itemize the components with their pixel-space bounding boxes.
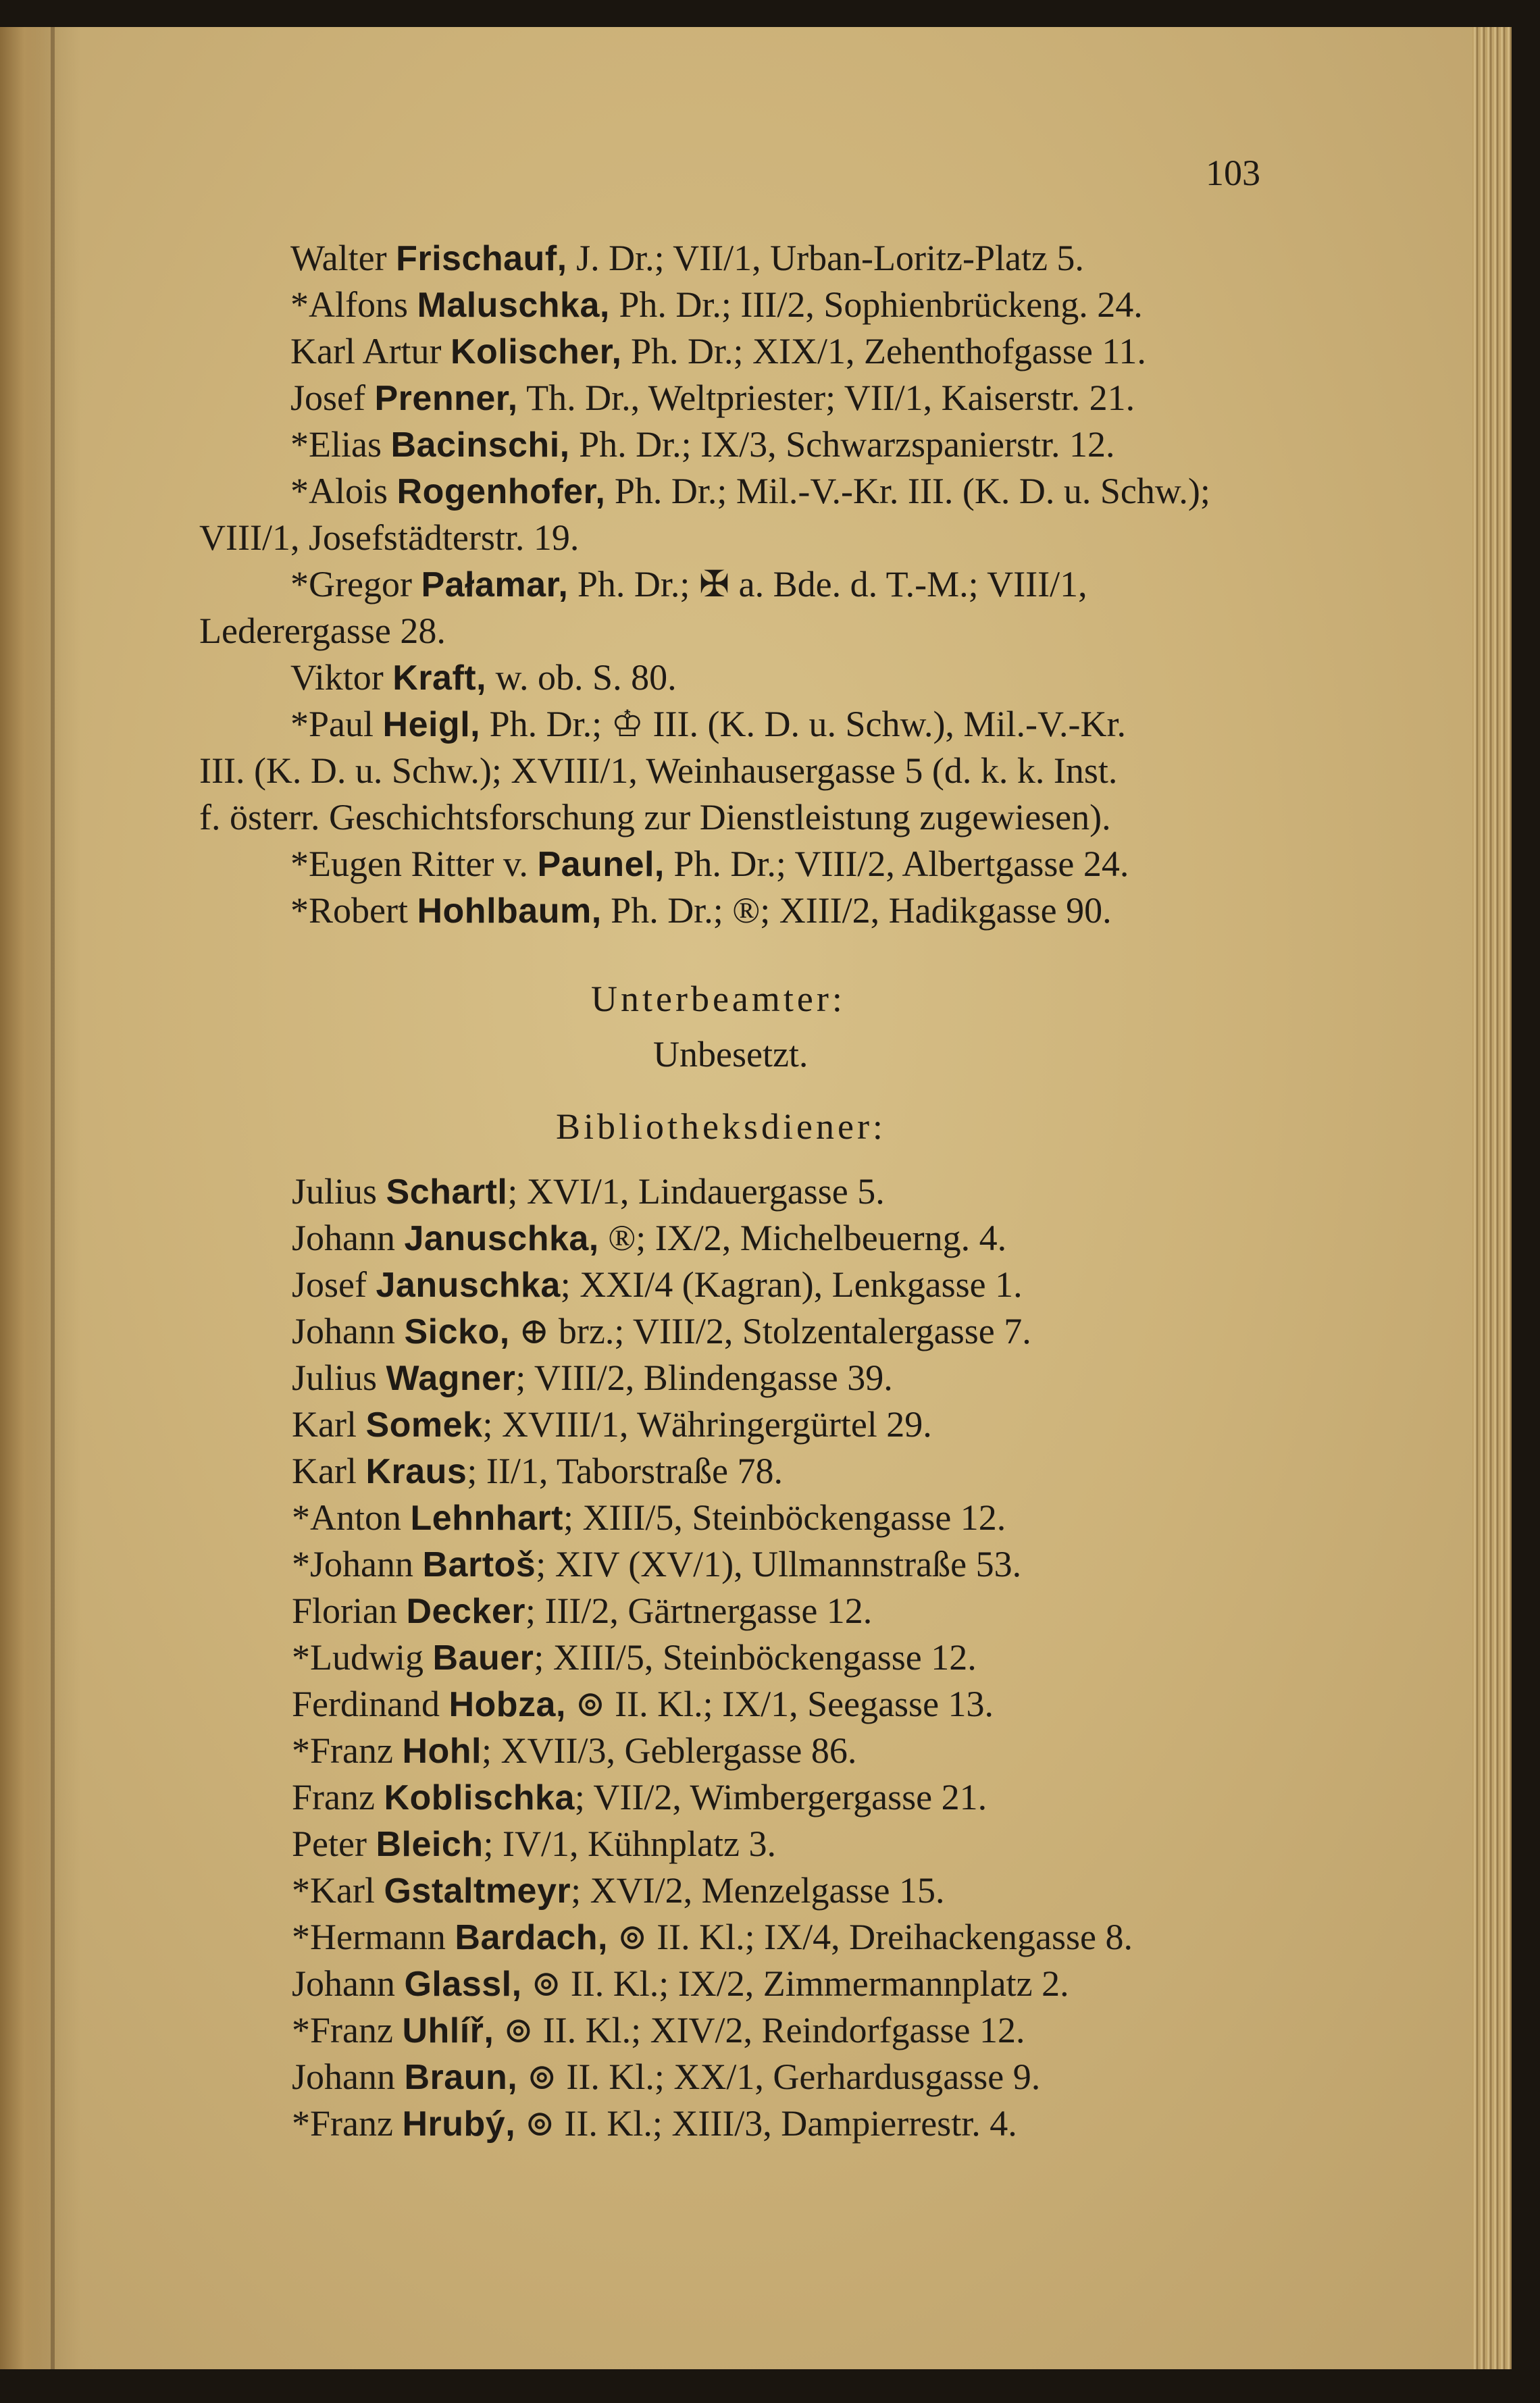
entry-surname: Bauer bbox=[432, 1638, 534, 1678]
entry-prefix: *Eugen Ritter v. bbox=[290, 844, 538, 884]
entry-surname: Pałamar, bbox=[421, 565, 569, 604]
entry-line bbox=[292, 1220, 1006, 1256]
entry-prefix: Viktor bbox=[290, 657, 393, 698]
entry-line bbox=[292, 1965, 1069, 2002]
entry-continuation bbox=[199, 613, 446, 649]
entry-line bbox=[292, 1546, 1021, 1582]
entry-prefix: Johann bbox=[292, 1963, 405, 2004]
entry-prefix: Walter bbox=[290, 238, 396, 278]
entry-surname: Januschka, bbox=[404, 1219, 599, 1258]
entry-details: ⊚ II. Kl.; XIV/2, Reindorfgasse 12. bbox=[494, 2010, 1025, 2050]
entry-surname: Kraft, bbox=[392, 658, 487, 698]
entry-surname: Bardach, bbox=[455, 1918, 608, 1957]
entry-surname: Rogenhofer, bbox=[396, 472, 606, 511]
entry-prefix: Karl bbox=[292, 1451, 366, 1491]
entry-surname: Bleich bbox=[376, 1825, 484, 1864]
entry-surname: Januschka bbox=[376, 1266, 561, 1305]
entry-surname: Hohl bbox=[402, 1732, 482, 1771]
entry-surname: Maluschka, bbox=[417, 286, 610, 325]
entry-surname: Paunel, bbox=[537, 845, 665, 884]
entry-line bbox=[290, 846, 1129, 882]
entry-surname: Kolischer, bbox=[450, 332, 622, 371]
entry-line bbox=[290, 426, 1114, 463]
entry-prefix: VIII/1, Josefstädterstr. 19. bbox=[199, 517, 580, 558]
scan-border-top bbox=[0, 0, 1540, 27]
entry-details: ; XVIII/1, Währingergürtel 29. bbox=[482, 1404, 932, 1445]
entry-prefix: Peter bbox=[292, 1824, 376, 1864]
entry-prefix: *Alfons bbox=[290, 284, 417, 325]
entry-prefix: Franz bbox=[292, 1777, 384, 1817]
entry-details: Th. Dr., Weltpriester; VII/1, Kaiserstr. 21. bbox=[517, 378, 1135, 418]
entry-line bbox=[292, 1499, 1006, 1536]
entry-details: J. Dr.; VII/1, Urban-Loritz-Platz 5. bbox=[567, 238, 1084, 278]
entry-details: ; III/2, Gärtnergasse 12. bbox=[525, 1591, 873, 1631]
entry-line bbox=[292, 1686, 994, 1722]
entry-details: ; VIII/2, Blindengasse 39. bbox=[515, 1358, 893, 1398]
entry-surname: Sicko, bbox=[404, 1312, 510, 1351]
entry-line bbox=[292, 2059, 1040, 2095]
entry-prefix: Lederergasse 28. bbox=[199, 611, 446, 651]
entry-details: Ph. Dr.; Mil.-V.-Kr. III. (K. D. u. Schw.); bbox=[605, 471, 1210, 511]
entry-surname: Somek bbox=[365, 1405, 483, 1445]
entry-line bbox=[292, 1406, 932, 1443]
entry-line bbox=[290, 706, 1126, 742]
entry-details: ; XIII/5, Steinböckengasse 12. bbox=[534, 1637, 977, 1678]
entry-line bbox=[290, 286, 1143, 323]
entry-line bbox=[290, 566, 1087, 602]
entry-surname: Bartoš bbox=[422, 1545, 536, 1584]
scan-border-bottom bbox=[0, 2369, 1540, 2403]
entry-line bbox=[292, 1453, 783, 1489]
entry-prefix: Julius bbox=[292, 1171, 386, 1212]
entry-continuation bbox=[199, 799, 1111, 835]
entry-prefix: *Alois bbox=[290, 471, 397, 511]
entry-surname: Frischauf, bbox=[396, 239, 567, 278]
entry-line bbox=[292, 1872, 945, 1909]
entry-surname: Prenner, bbox=[374, 379, 518, 418]
entry-details: Ph. Dr.; ®; XIII/2, Hadikgasse 90. bbox=[601, 890, 1112, 931]
entry-prefix: *Franz bbox=[292, 2103, 403, 2144]
entry-prefix: *Franz bbox=[292, 2010, 403, 2050]
entry-line bbox=[290, 240, 1084, 276]
entry-surname: Glassl, bbox=[404, 1965, 522, 2004]
entry-details: ; II/1, Taborstraße 78. bbox=[467, 1451, 783, 1491]
entry-details: Ph. Dr.; III/2, Sophienbrückeng. 24. bbox=[609, 284, 1143, 325]
entry-details: ; XIV (XV/1), Ullmannstraße 53. bbox=[536, 1544, 1022, 1584]
unbesetzt-note: Unbesetzt. bbox=[653, 1034, 808, 1075]
entry-surname: Schartl bbox=[386, 1172, 508, 1212]
entry-details: Ph. Dr.; ♔ III. (K. D. u. Schw.), Mil.-V.-Kr. bbox=[480, 704, 1126, 744]
entry-prefix: *Karl bbox=[292, 1870, 384, 1911]
section-heading-unterbeamter: Unterbeamter: bbox=[591, 979, 846, 1019]
entry-prefix: Ferdinand bbox=[292, 1684, 449, 1724]
entry-prefix: f. österr. Geschichtsforschung zur Dienstleistung zugewiesen). bbox=[199, 797, 1111, 837]
entry-details: ; IV/1, Kühnplatz 3. bbox=[483, 1824, 776, 1864]
page-stack-edges bbox=[1472, 27, 1512, 2369]
entry-surname: Lehnhart bbox=[410, 1499, 563, 1538]
entry-prefix: Karl bbox=[292, 1404, 366, 1445]
entry-details: ⊚ II. Kl.; IX/4, Dreihackengasse 8. bbox=[607, 1917, 1133, 1957]
scan-border-right bbox=[1512, 0, 1540, 2403]
entry-line bbox=[292, 1639, 977, 1676]
entry-line bbox=[292, 1593, 872, 1629]
entry-prefix: *Robert bbox=[290, 890, 417, 931]
entry-details: ⊚ II. Kl.; IX/1, Seegasse 13. bbox=[565, 1684, 994, 1724]
entry-line bbox=[292, 1313, 1031, 1349]
entry-surname: Koblischka bbox=[384, 1778, 575, 1817]
entry-surname: Heigl, bbox=[382, 705, 481, 744]
entry-line bbox=[292, 1779, 987, 1815]
entry-surname: Braun, bbox=[404, 2058, 518, 2097]
entry-line bbox=[292, 1173, 885, 1210]
entry-line bbox=[292, 1732, 856, 1769]
entry-surname: Kraus bbox=[365, 1452, 467, 1491]
entry-line bbox=[292, 1826, 776, 1862]
entry-details: ⊚ II. Kl.; XIII/3, Dampierrestr. 4. bbox=[515, 2103, 1017, 2144]
entry-details: ®; IX/2, Michelbeuerng. 4. bbox=[598, 1218, 1007, 1258]
entry-prefix: Julius bbox=[292, 1358, 386, 1398]
entry-details: ; VII/2, Wimbergergasse 21. bbox=[574, 1777, 987, 1817]
entry-line bbox=[290, 659, 677, 696]
entry-surname: Hrubý, bbox=[402, 2104, 516, 2144]
entry-prefix: Karl Artur bbox=[290, 331, 451, 371]
entry-surname: Decker bbox=[406, 1592, 525, 1631]
entry-prefix: *Elias bbox=[290, 424, 391, 465]
entry-prefix: *Gregor bbox=[290, 564, 421, 604]
entry-details: ⊚ II. Kl.; IX/2, Zimmermannplatz 2. bbox=[521, 1963, 1069, 2004]
entry-line bbox=[290, 473, 1210, 509]
entry-prefix: Josef bbox=[292, 1264, 376, 1305]
entry-details: ; XVII/3, Geblergasse 86. bbox=[481, 1730, 857, 1771]
entry-prefix: III. (K. D. u. Schw.); XVIII/1, Weinhausergasse 5 (d. k. k. Inst. bbox=[199, 750, 1118, 791]
page-number: 103 bbox=[1206, 153, 1260, 193]
entry-details: ; XVI/1, Lindauergasse 5. bbox=[507, 1171, 885, 1212]
entry-surname: Hobza, bbox=[448, 1685, 566, 1724]
entry-details: Ph. Dr.; ✠ a. Bde. d. T.-M.; VIII/1, bbox=[568, 564, 1087, 604]
entry-line bbox=[290, 892, 1112, 929]
page-fold-line bbox=[51, 27, 55, 2369]
entry-prefix: *Franz bbox=[292, 1730, 403, 1771]
entry-details: Ph. Dr.; IX/3, Schwarzspanierstr. 12. bbox=[569, 424, 1115, 465]
entry-prefix: *Johann bbox=[292, 1544, 423, 1584]
entry-details: ; XVI/2, Menzelgasse 15. bbox=[571, 1870, 945, 1911]
entry-line bbox=[292, 1919, 1133, 1955]
entry-line bbox=[292, 1266, 1023, 1303]
entry-surname: Wagner bbox=[386, 1359, 516, 1398]
entry-details: ⊕ brz.; VIII/2, Stolzentalergasse 7. bbox=[509, 1311, 1031, 1351]
entry-line bbox=[292, 1360, 893, 1396]
entry-surname: Bacinschi, bbox=[390, 425, 570, 465]
entry-prefix: Florian bbox=[292, 1591, 407, 1631]
entry-surname: Hohlbaum, bbox=[417, 892, 602, 931]
entry-line bbox=[292, 2012, 1025, 2048]
entry-prefix: *Paul bbox=[290, 704, 383, 744]
entry-line bbox=[290, 333, 1146, 369]
entry-details: ; XXI/4 (Kagran), Lenkgasse 1. bbox=[560, 1264, 1023, 1305]
entry-line bbox=[290, 380, 1135, 416]
section-heading-bibliotheksdiener: Bibliotheksdiener: bbox=[556, 1106, 886, 1147]
entry-details: ⊚ II. Kl.; XX/1, Gerhardusgasse 9. bbox=[517, 2057, 1041, 2097]
entry-details: Ph. Dr.; XIX/1, Zehenthofgasse 11. bbox=[621, 331, 1146, 371]
entry-line bbox=[292, 2105, 1017, 2142]
entry-prefix: Josef bbox=[290, 378, 375, 418]
entry-prefix: Johann bbox=[292, 1218, 405, 1258]
entry-continuation bbox=[199, 752, 1117, 789]
entry-details: ; XIII/5, Steinböckengasse 12. bbox=[563, 1497, 1006, 1538]
entry-prefix: *Anton bbox=[292, 1497, 411, 1538]
entry-continuation bbox=[199, 519, 579, 556]
entry-prefix: Johann bbox=[292, 2057, 405, 2097]
entry-prefix: *Hermann bbox=[292, 1917, 455, 1957]
entry-surname: Uhlíř, bbox=[402, 2011, 494, 2050]
entry-details: Ph. Dr.; VIII/2, Albertgasse 24. bbox=[664, 844, 1129, 884]
entry-prefix: *Ludwig bbox=[292, 1637, 433, 1678]
entry-surname: Gstaltmeyr bbox=[384, 1871, 571, 1911]
entry-prefix: Johann bbox=[292, 1311, 405, 1351]
entry-details: w. ob. S. 80. bbox=[486, 657, 677, 698]
